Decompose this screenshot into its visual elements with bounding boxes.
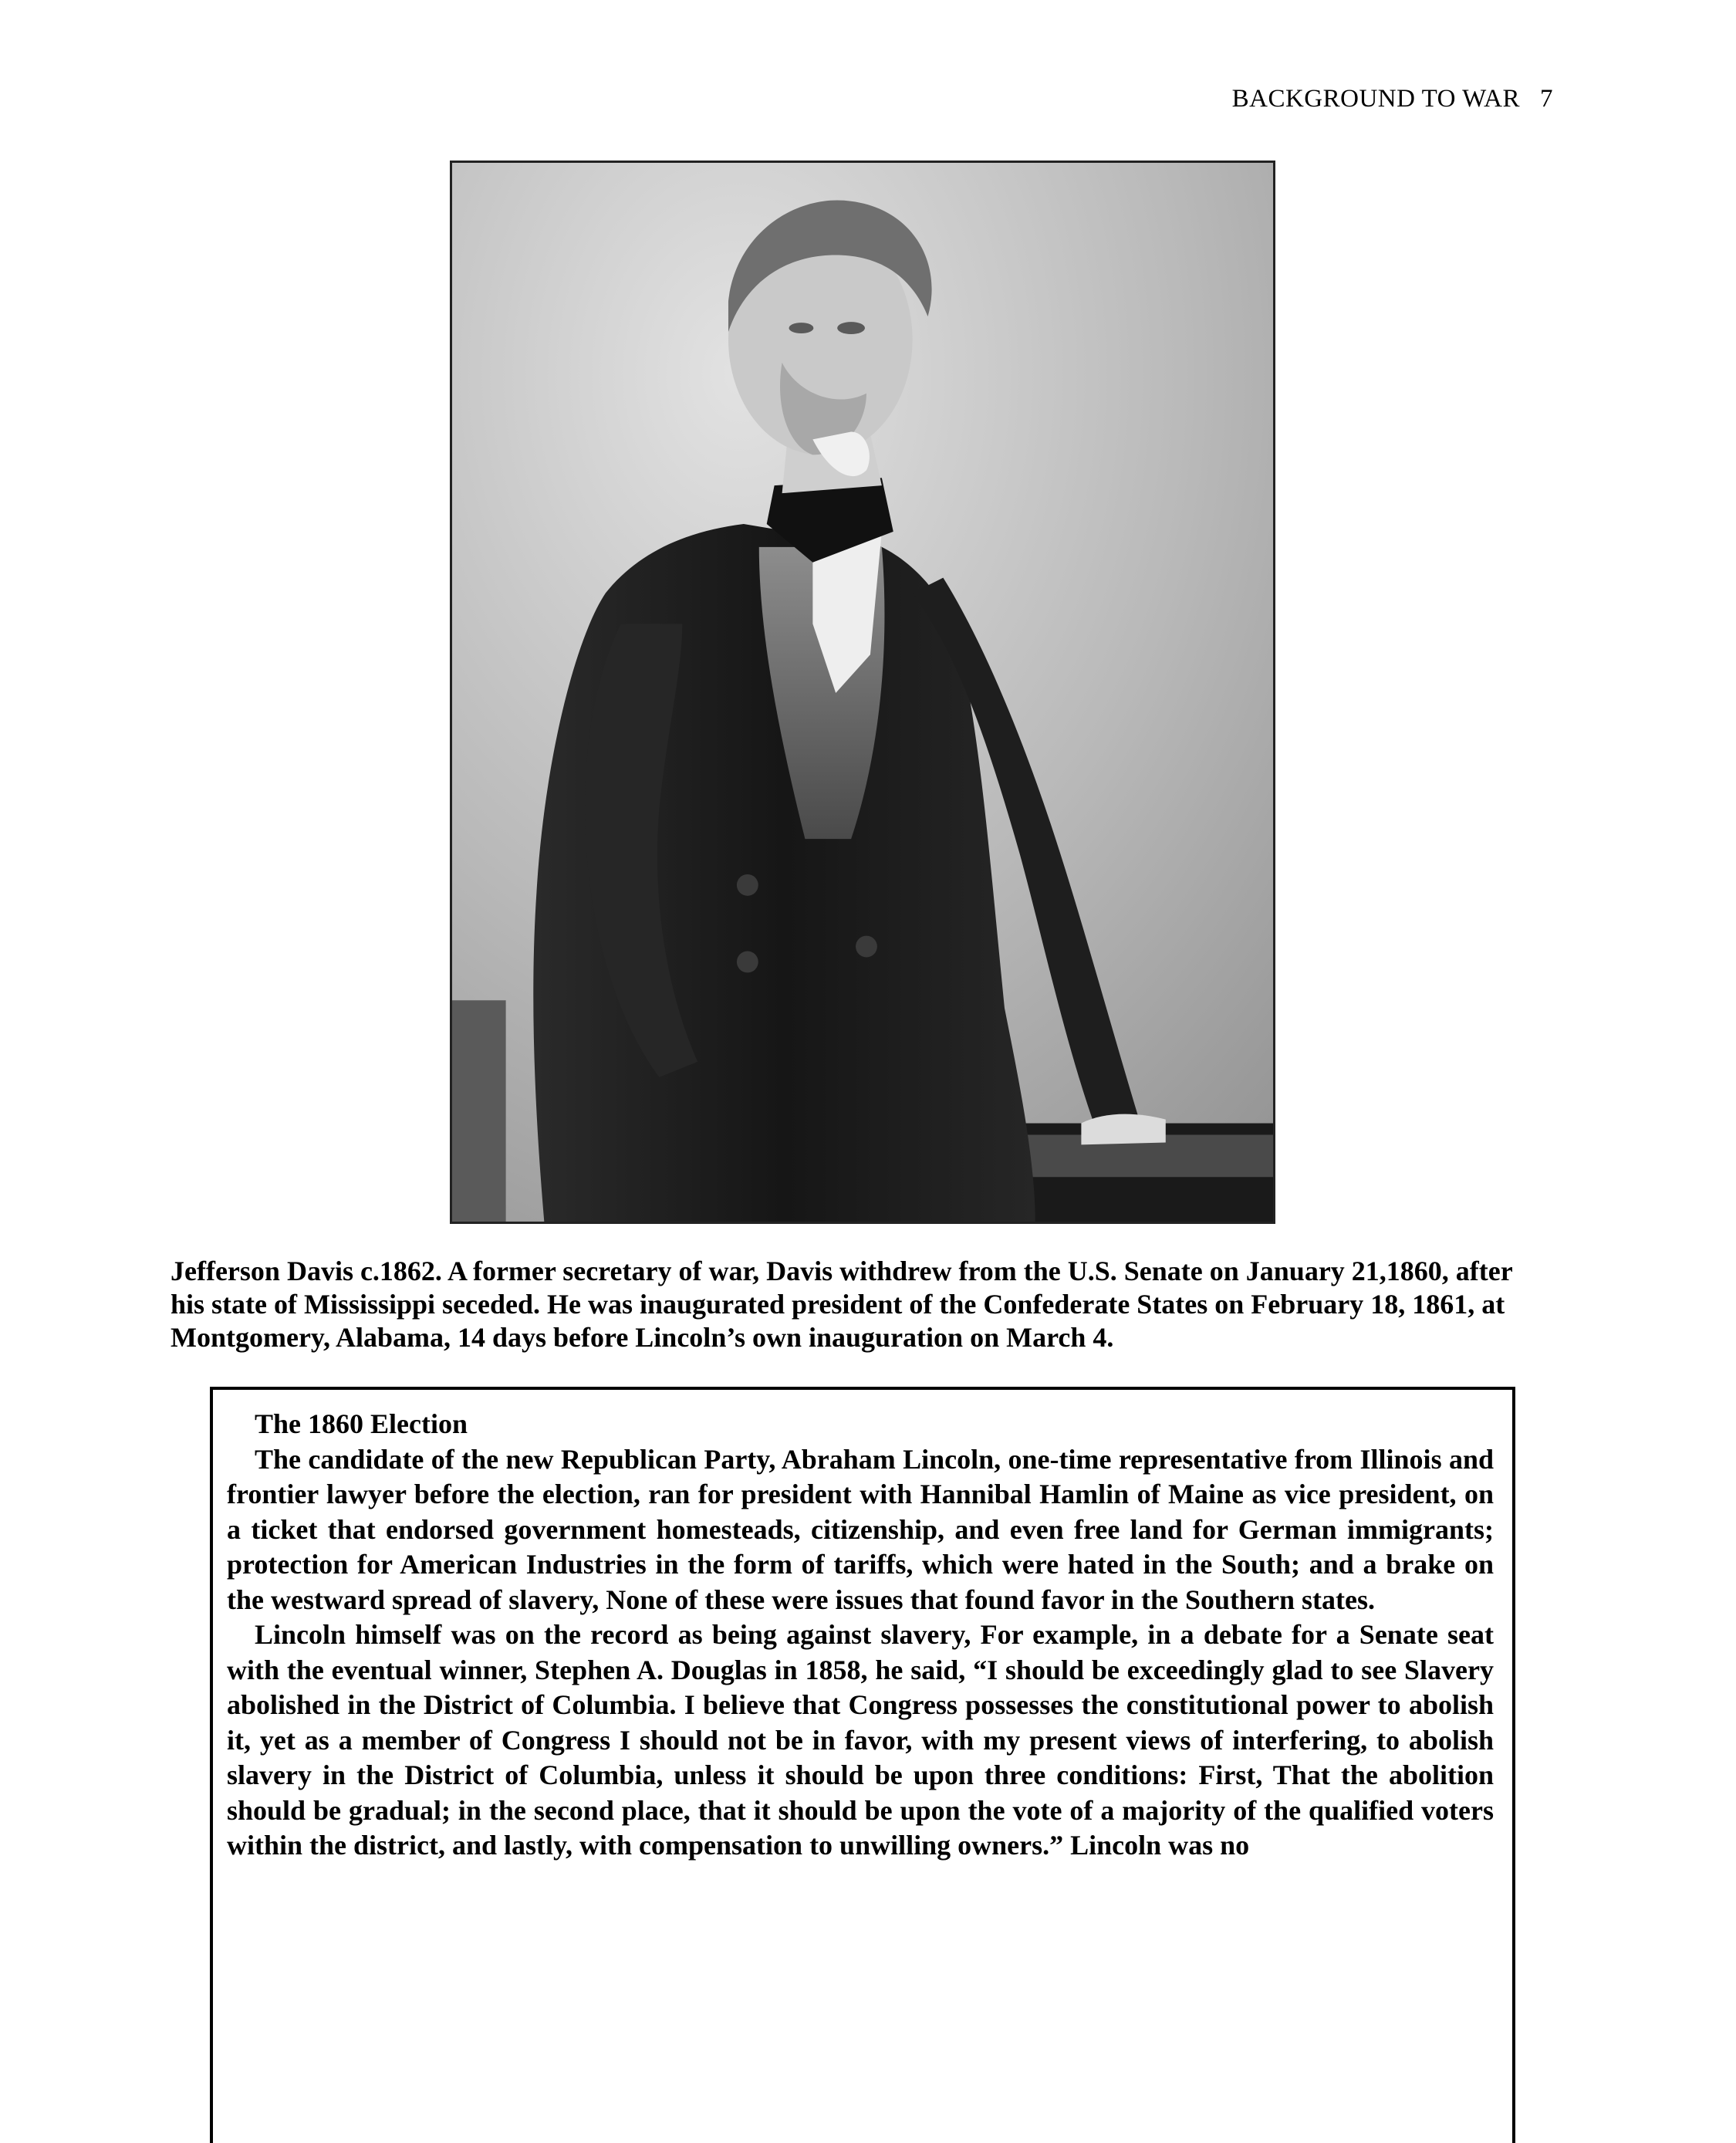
sidebar-paragraph-1: The candidate of the new Republican Party, Abraham Lincoln, one-time representative from Illinois and frontier lawyer before the election, ran for president with Hannibal Hamlin of Maine as vice president, on a ticket that endorsed government homesteads, citizenship, and even free land for German immigrants; protection for American Industries in the form of tariffs, which were hated in the South; and a brake on the westward spread of slavery, None of these were issues that found favor in the Southern states.	[227, 1443, 1494, 1615]
page-number: 7	[1540, 85, 1553, 113]
photo-caption: Jefferson Davis c.1862. A former secretary of war, Davis withdrew from the U.S. Senate on January 21,1860, after his state of Mississippi seceded. He was inaugurated president of the Confederate States on February 18, 1861, at Montgomery, Alabama, 14 days before Lincoln’s own inauguration on March 4.	[171, 1256, 1513, 1353]
portrait-photo	[450, 161, 1275, 1224]
running-head	[1232, 85, 1553, 113]
sidebar-heading: The 1860 Election	[255, 1408, 468, 1439]
sidebar-box	[210, 1387, 1515, 2143]
running-head-title: BACKGROUND TO WAR	[1231, 85, 1520, 113]
sidebar-paragraph-2: Lincoln himself was on the record as being against slavery, For example, in a debate for a Senate seat with the eventual winner, Stephen A. Douglas in 1858, he said, “I should be exceedingly glad to see Slavery abolished in the District of Columbia. I believe that Congress possesses the constitutional power to abolish it, yet as a member of Congress I should not be in favor, with my present views of interfering, to abolish slavery in the District of Columbia, unless it should be upon three conditions: First, That the abolition should be gradual; in the second place, that it should be upon the vote of a majority of the qualified voters within the district, and lastly, with compensation to unwilling owners.” Lincoln was no	[227, 1619, 1494, 1861]
portrait-illustration	[452, 163, 1273, 1222]
